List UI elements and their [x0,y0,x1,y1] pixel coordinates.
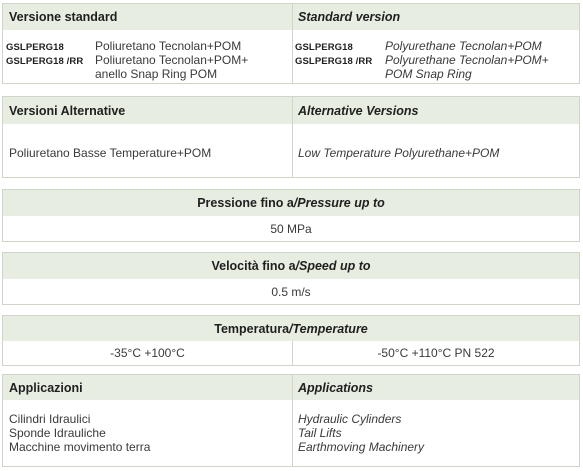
temperature-value-left: -35°C +100°C [110,346,185,360]
pressure-label-it: Pressione fino a [197,196,294,210]
speed-label-it: Velocità fino a [211,259,296,273]
temperature-header [3,316,579,341]
temperature-label-en: /Temperature [289,321,368,336]
applications-header [3,375,579,400]
alternative-value-en: Low Temperature Polyurethane+POM [298,146,500,160]
standard-version-header [3,4,579,30]
alternative-header-en: Alternative Versions [298,103,419,118]
speed-value: 0.5 m/s [271,284,311,299]
standard-en-2: Polyurethane Tecnolan+POM+ [385,53,549,67]
standard-it-1: Poliuretano Tecnolan+POM [95,39,242,53]
temperature-label-it: Temperatura [214,321,290,336]
speed-block [2,252,580,305]
application-it-3: Macchine movimento terra [9,440,151,454]
standard-en-1: Polyurethane Tecnolan+POM [385,39,542,53]
applications-header-en: Applications [298,380,374,395]
applications-header-it: Applicazioni [9,380,83,395]
standard-code-2-en: GSLPERG18 /RR [295,56,373,67]
standard-header-en: Standard version [298,10,401,24]
alternative-header-it: Versioni Alternative [9,103,126,118]
speed-label-en: /Speed up to [295,259,371,273]
standard-it-2: Poliuretano Tecnolan+POM+ [95,53,249,67]
pressure-value: 50 MPa [270,221,312,236]
application-it-2: Sponde Idrauliche [9,426,106,440]
alternative-value-it: Poliuretano Basse Temperature+POM [9,146,212,160]
standard-code-1: GSLPERG18 [6,42,64,53]
standard-code-1-en: GSLPERG18 [295,42,353,53]
temperature-value-right: -50°C +110°C PN 522 [377,346,495,360]
standard-header-it: Versione standard [9,10,118,24]
standard-en-cont: POM Snap Ring [385,67,472,81]
pressure-block [2,189,580,242]
applications-block [2,374,580,467]
standard-version-block [2,3,580,84]
application-en-1: Hydraulic Cylinders [298,412,402,426]
temperature-block [2,315,580,366]
standard-it-cont: anello Snap Ring POM [95,67,218,81]
standard-code-2: GSLPERG18 /RR [6,56,84,67]
application-en-3: Earthmoving Machinery [298,440,425,454]
application-en-2: Tail Lifts [298,426,342,440]
alternative-versions-header [3,97,579,124]
speed-header [3,253,579,279]
application-it-1: Cilindri Idraulici [9,412,91,426]
pressure-header [3,190,579,216]
pressure-label-en: /Pressure up to [293,196,385,210]
alternative-versions-block [2,96,580,178]
